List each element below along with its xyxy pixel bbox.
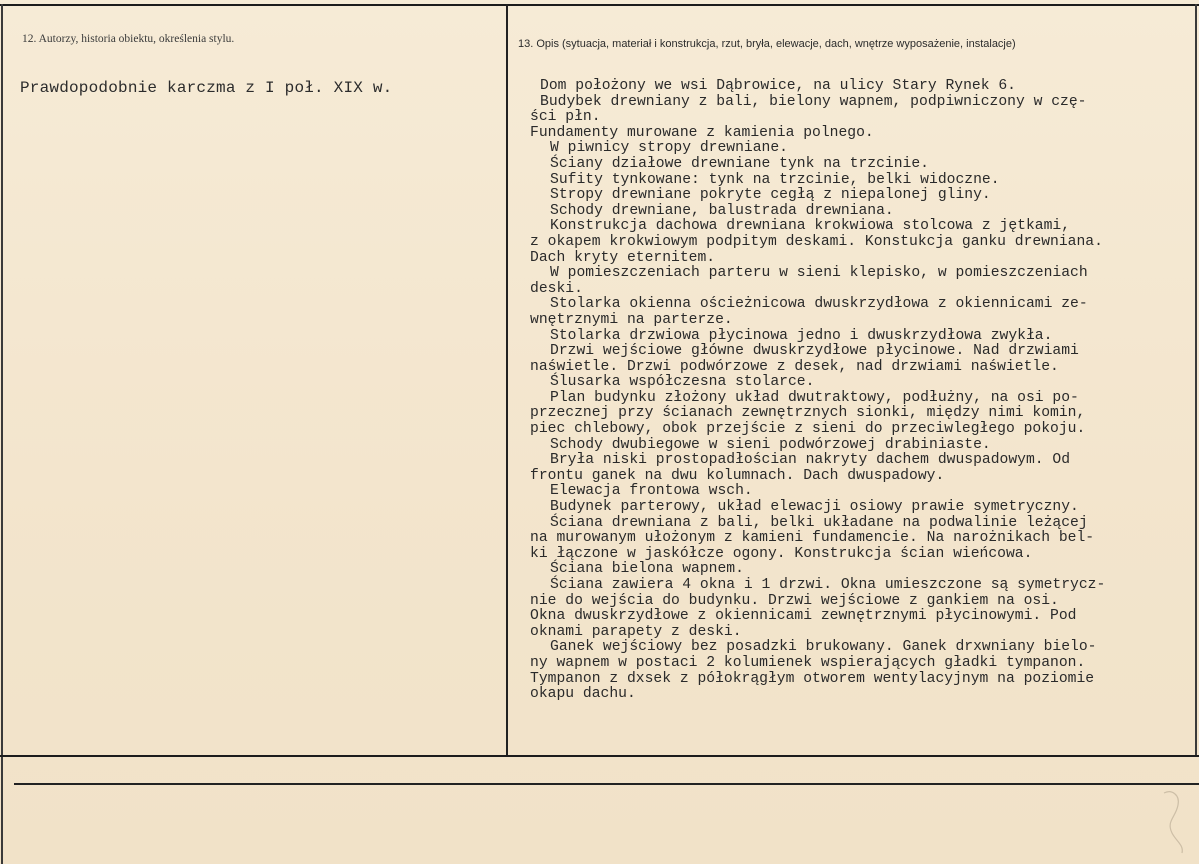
typed-line: Bryła niski prostopadłościan nakryty dachem dwuspadowym. Od — [550, 452, 1071, 469]
typed-line: wnętrznymi na parterze. — [530, 311, 733, 328]
typed-line: W piwnicy stropy drewniane. — [550, 140, 788, 157]
section-12-header: 12. Autorzy, historia obiektu, określenia stylu. — [22, 33, 235, 45]
typed-line: Konstrukcja dachowa drewniana krokwiowa stolcowa z jętkami, — [550, 218, 1071, 235]
typed-line: z okapem krokwiowym podpitym deskami. Konstukcja ganku drewniana. — [530, 233, 1103, 250]
left-edge-rule — [1, 4, 3, 864]
typed-line: oknami parapety z deski. — [530, 623, 742, 640]
typed-line: Plan budynku złożony układ dwutraktowy, podłużny, na osi po- — [550, 389, 1079, 406]
margin-stamp-mark — [1158, 787, 1192, 857]
typed-line: Budynek parterowy, układ elewacji osiowy prawie symetryczny. — [550, 499, 1079, 516]
bottom-rule-2 — [14, 783, 1199, 785]
bottom-rule-1 — [0, 755, 1199, 757]
typed-line: Ściany działowe drewniane tynk na trzcinie. — [550, 155, 929, 172]
typed-line: Drzwi wejściowe główne dwuskrzydłowe płycinowe. Nad drzwiami — [550, 343, 1079, 360]
typed-line: Ściana bielona wapnem. — [550, 561, 744, 578]
typed-line: Stolarka drzwiowa płycinowa jedno i dwuskrzydłowa zwykła. — [550, 327, 1053, 344]
typed-line: Ganek wejściowy bez posadzki brukowany. Ganek drxwniany bielo- — [550, 639, 1097, 656]
column-divider — [506, 4, 508, 756]
typed-line: Ściana drewniana z bali, belki układane na podwalinie leżącej — [550, 514, 1088, 531]
typed-line: Stolarka okienna ościeżnicowa dwuskrzydłowa z okiennicami ze- — [550, 296, 1088, 313]
typed-line: piec chlebowy, obok przejście z sieni do przeciwległego pokoju. — [530, 421, 1086, 438]
typed-line: Fundamenty murowane z kamienia polnego. — [530, 124, 874, 141]
typed-line: Ślusarka współczesna stolarce. — [550, 374, 815, 391]
typed-line: Budybek drewniany z bali, bielony wapnem, podpiwniczony w czę- — [540, 93, 1087, 110]
typed-line: deski. — [530, 280, 583, 297]
typed-line: ści płn. — [530, 109, 601, 126]
typed-line: Ściana zawiera 4 okna i 1 drzwi. Okna umieszczone są symetrycz- — [550, 577, 1106, 593]
typed-line: naświetle. Drzwi podwórzowe z desek, nad drzwiami naświetle. — [530, 358, 1059, 375]
typed-line: na murowanym ułożonym z kamieni fundamencie. Na narożnikach bel- — [530, 530, 1095, 547]
typed-line: Dom położony we wsi Dąbrowice, na ulicy Stary Rynek 6. — [540, 78, 1016, 94]
typed-line: Okna dwuskrzydłowe z okiennicami zewnętrznymi płycinowymi. Pod — [530, 608, 1077, 625]
typed-line: Sufity tynkowane: tynk na trzcinie, belki widoczne. — [550, 171, 1000, 188]
top-rule — [0, 4, 1199, 6]
right-edge-rule — [1195, 4, 1197, 756]
typed-line: Schody dwubiegowe w sieni podwórzowej drabiniaste. — [550, 436, 991, 453]
typed-line: Schody drewniane, balustrada drewniana. — [550, 202, 894, 219]
section-13-header: 13. Opis (sytuacja, materiał i konstrukcja, rzut, bryła, elewacje, dach, wnętrze wyposażenie, instalacje) — [518, 38, 1016, 50]
section-12-text: Prawdopodobnie karczma z I poł. XIX w. — [20, 79, 393, 97]
typed-line: W pomieszczeniach parteru w sieni klepisko, w pomieszczeniach — [550, 265, 1088, 282]
typed-line: ny wapnem w postaci 2 kolumienek wspierających gładki tympanon. — [530, 654, 1086, 671]
typed-line: ki łączone w jaskółcze ogony. Konstrukcja ścian wieńcowa. — [530, 545, 1033, 562]
typed-line: Elewacja frontowa wsch. — [550, 483, 753, 500]
typed-line: frontu ganek na dwu kolumnach. Dach dwuspadowy. — [530, 467, 945, 484]
typed-line: Tympanon z dxsek z półokrągłym otworem wentylacyjnym na poziomie — [530, 670, 1095, 687]
typed-line: Dach kryty eternitem. — [530, 249, 716, 266]
typed-line: Stropy drewniane pokryte cegłą z niepalonej gliny. — [550, 187, 991, 204]
typed-line: nie do wejścia do budynku. Drzwi wejściowe z gankiem na osi. — [530, 592, 1059, 609]
typed-line: okapu dachu. — [530, 686, 636, 703]
typed-line: przecznej przy ścianach zewnętrznych sionki, między nimi komin, — [530, 405, 1086, 422]
section-13-body — [530, 78, 1190, 702]
